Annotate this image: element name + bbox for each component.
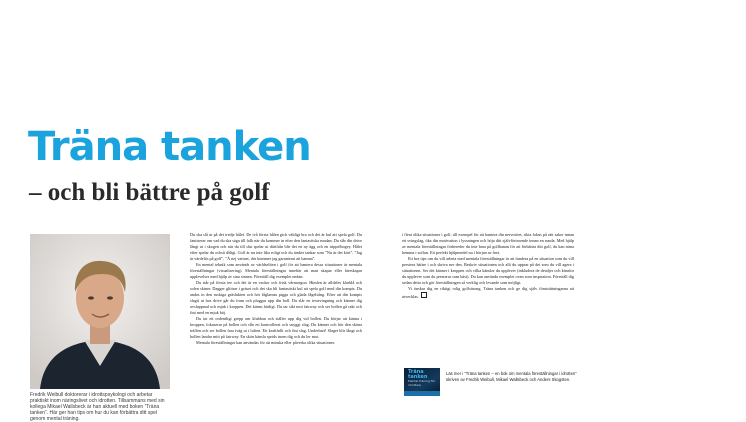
paragraph: Mentala föreställningar kan användas för att minska eller påverka olika situationer. (196, 340, 335, 345)
portrait-image (30, 234, 170, 389)
book-cover (404, 368, 440, 396)
paragraph (402, 286, 574, 300)
photo-caption: Fredrik Weibull doktorerar i idrottspsykologi och arbetar praktiskt inom näringslivet och idrotten. Tillsammans med sin kollega Mikael Wallsbeck är han aktuell med boken ”Träna tanken”. Här ger han tips om hur du kan förbättra ditt spel genom mental träning. (30, 392, 165, 422)
article-column-2 (402, 232, 574, 364)
end-of-article-icon (421, 292, 427, 298)
paragraph: Du ska slå ut på det tredje hålet. De två första hålen gick väldigt bra och det är kul att spela golf. Du fantiserar om vad du ska säga till folk när du kommer in efter den fantastiska rundan. Du slår din drive långt ut i skogen och när du till slut spelar ut därifrån blir det en ny ägg och en trippelbogey. Hålet efter spelar du också dåligt. Golf är nu inte lika roligt och du tänker tankar som ”Nu är det kört”, ”Jag är värdelös på golf”, ”Å nej vattnet, där kommer jag garanterat att hamna”. (190, 232, 362, 261)
author-photo (30, 234, 170, 389)
closing-text: Vi önskar dig en riktigt rolig golfsäsong. Träna tanken och ge dig själv förutsättningarna att utvecklas. (402, 286, 574, 299)
article-column-1 (190, 232, 362, 419)
promo-text: Läs mer i ”Träna tanken – en bok om mentala föreställningar i idrotten” skriven av Fredrik Weibull, Mikael Wallsbeck och Anders Skogsten. (446, 371, 577, 382)
book-cover-subtitle: Mental träning för idrottare (408, 379, 436, 387)
paragraph: Du står på första tee och det är en vacker och frisk vårmorgon. Himlen är alldeles klarblå och solen skiner. Dagger glittrar i gräset och det ska bli fantastiskt kul att spela golf med din kompis. Du andas in den ruskiga gräslukten och hör fåglarnas pigga och glada fågelsång. Efter att din kompis slagit ut hos drive går du fram och pluggar upp din boll. Du slår en testsvingning och känner dig avslappnad och mjuk i kroppen. Det känns härligt. Du tar sikt mot fairway och ser bollen gå rakt och fint med en mjuk böj. (190, 280, 362, 315)
book-promo (404, 368, 578, 396)
article-subtitle: – och bli bättre på golf (29, 179, 270, 206)
book-cover-title: Träna tanken (408, 369, 428, 380)
paragraph: i flera olika situationer i golf, till exempel för att hantera din nervositet, rikta fokus på rätt saker innan ett svingslag, öka din motivation i lyssningen och höja ditt självförtroende innan en runda. Med hjälp av mentala föreställningar förbereder du inte bara på golfbanan för att förbättra ditt golf, du kan träna hemma i soffan. Ett perfekt hjälpmedel nu i början av året. (402, 232, 574, 255)
paragraph: Ett bra tips om du vill arbeta med mentala föreställningar är att fundera på en situation som du vill prestera bättre i och skriva ner den. Beskriv situationen och allt du upprar på det som du vill agera i situationen. Ser det känner i kroppen och vilka känslor du upplever (inkludera de detaljer och känslor du upplever som du presterar som bäst). Du kan använda exemplet ovan som inspiration. Föreställ dig sedan detta och gör föreställningen så verklig och levande som möjligt. (402, 256, 574, 285)
book-cover-stripe (404, 391, 440, 396)
paragraph: En mental teknik som används av världseliten i golf för att hantera dessa situationer är mentala föreställningar (visualisering). Mentala föreställningar innebär att man skapar eller återskapar upplevelser med hjälp av sina sinnen. Föreställ dig exemplet nedan: (190, 262, 362, 279)
paragraph: Du tar ett ordentligt grepp om klubban och ställer upp dig vid bollen. Du börjar att känna i kroppen, fokuserar på bollen och slår ett kontrollerat och snyggt slag. Du känner och hör den sköna träffen och ser bollen fara iväg ut i luften. Ett kraftfullt och fint slag. Underbart! Slaget blir långt och bollen landar mitt på fairway. En skön känsla sprids inom dig och du ler mot. (190, 316, 362, 339)
article-title: Träna tanken (28, 124, 311, 170)
